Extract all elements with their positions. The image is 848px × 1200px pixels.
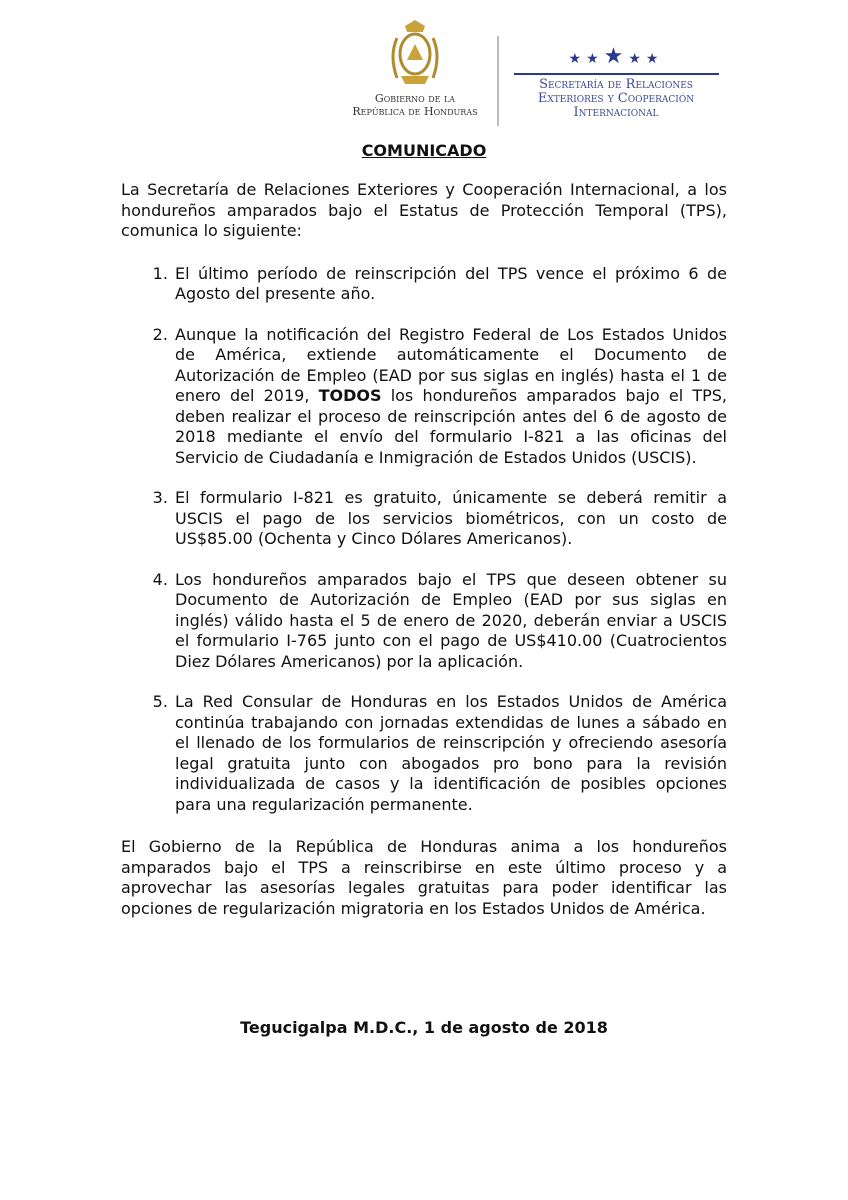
sec-line-3: Internacional [573, 105, 659, 120]
list-item-4: 4. Los hondureños amparados bajo el TPS que deseen obtener su Documento de Autorización de Empleo (EAD por sus siglas en inglés) válido hasta el 5 de enero de 2020, deberán enviar a USCIS el formulario I-765 junto con el pago de US$410.00 (Cuatrocientos Diez Dólares Americanos) por la aplicación. [173, 570, 727, 673]
gov-line-1: Gobierno de la [374, 92, 456, 105]
item-2-text-start: Aunque la notificación del Registro Federal de Los Estados Unidos de América, extiende automáticamente el Documento de Autorización de Empleo (EAD por sus siglas en inglés) hasta el 1 de enero del 2019, [175, 324, 727, 405]
item-2-text-end: los hondureños amparados bajo el TPS, deben realizar el proceso de reinscripción antes del 6 de agosto de 2018 mediante el envío del formulario I-821 a las oficinas del Servicio de Ciudadanía e Inmigración de Estados Unidos (USCIS). [175, 386, 727, 467]
list-item-2 [173, 325, 727, 469]
sec-line-1: Secretaría de Relaciones [539, 77, 693, 92]
list-item-3: 3. El formulario I-821 es gratuito, únicamente se deberá remitir a USCIS el pago de los servicios biométricos, con un costo de US$85.00 (Ochenta y Cinco Dólares Americanos). [173, 488, 727, 550]
closing-place-date: Tegucigalpa M.D.C., 1 de agosto de 2018 [240, 1018, 608, 1037]
sec-line-2: Exteriores y Cooperación [537, 91, 695, 106]
gov-line-2: República de Honduras [352, 105, 478, 118]
document-body [121, 180, 727, 919]
document-title: COMUNICADO [361, 141, 487, 160]
stars-icon: ★★★★★ [568, 44, 664, 69]
conclusion-paragraph: El Gobierno de la República de Honduras anima a los hondureños amparados bajo el TPS a reinscribirse en este último proceso y a aprovechar las asesorías legales gratuitas para poder identificar las opciones de regularización migratoria en los Estados Unidos de América. [121, 837, 727, 918]
coat-of-arms-icon [383, 18, 447, 88]
letterhead [0, 18, 848, 128]
list-item-1: 1. El último período de reinscripción del TPS vence el próximo 6 de Agosto del presente año. [173, 264, 727, 305]
header-divider [497, 36, 499, 126]
numbered-list [121, 264, 727, 816]
list-item-5: 5. La Red Consular de Honduras en los Estados Unidos de América continúa trabajando con jornadas extendidas de lunes a sábado en el llenado de los formularios de reinscripción y ofreciendo asesoría legal gratuita junto con abogados pro bono para la revisión individualizada de casos y la identificación de posibles opciones para una regularización permanente. [173, 692, 727, 815]
intro-paragraph: La Secretaría de Relaciones Exteriores y Cooperación Internacional, a los hondureños amparados bajo el Estatus de Protección Temporal (TPS), comunica lo siguiente: [121, 180, 727, 240]
ministry-underline [514, 73, 719, 75]
government-logo [330, 18, 500, 118]
item-2-bold: TODOS [318, 386, 382, 405]
ministry-logo [506, 44, 726, 120]
